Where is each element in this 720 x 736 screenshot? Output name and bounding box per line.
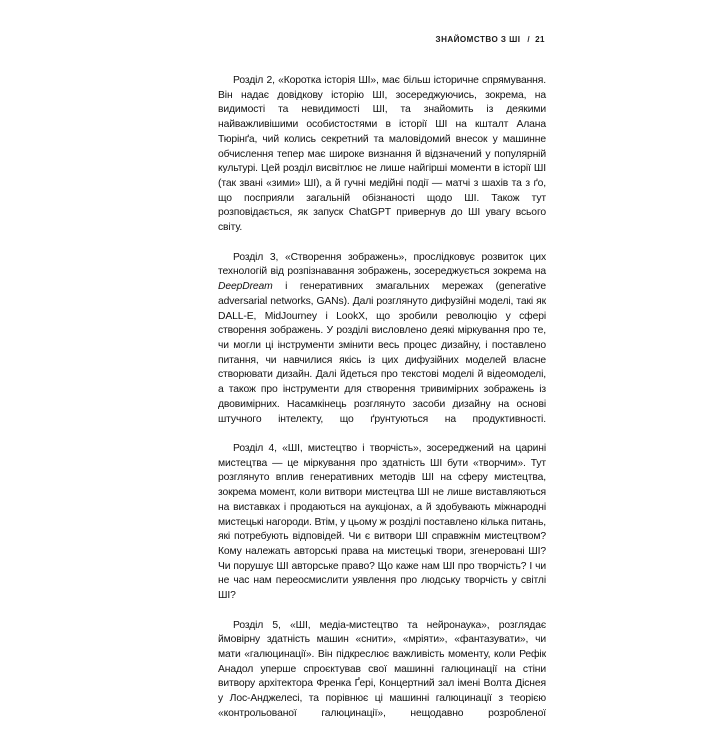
running-head — [218, 35, 545, 44]
paragraph-chapter-2 — [218, 74, 546, 251]
running-head-title: ЗНАЙОМСТВО З ШІ — [435, 35, 521, 44]
running-head-separator: / — [527, 35, 531, 44]
page-number: 21 — [535, 35, 545, 44]
paragraph-chapter-5 — [218, 619, 546, 736]
body-text-block — [218, 74, 546, 736]
paragraph-chapter-3 — [218, 251, 546, 442]
paragraph-text-part-2: і генеративних змагальних мережах (generative adversarial networks, GANs). Далі розглянуто дифузійні моделі, такі як DALL-E, MidJourney і LookX, що зробили революцію у сфері створення зображень. У розділі висловлено деякі міркування про те, чи могли ці інструменти змінити весь процес дизайну, і поставлено питання, чи навчилися якісь із цих дифузійних моделей власне створювати дизайн. Далі йдеться про текстові моделі й відеомоделі, а також про інструменти для створення тривимірних зображень із двовимірних. Насамкінець розглянуто засоби дизайну на основі штучного інтелекту, що ґрунтуються на продуктивності. — [218, 281, 546, 425]
paragraph-chapter-4 — [218, 442, 546, 619]
italic-term-deepdream: DeepDream — [218, 281, 273, 293]
paragraph-text: Розділ 2, «Коротка історія ШІ», має більш історичне спрямування. Він надає довідкову історію ШІ, зосереджуючись, зокрема, на видимості та невидимості ШІ, та знайомить із деякими найважливішими особистостями в історії ШІ на кшталт Алана Тюрінґа, чий колись секретний та маловідомий внесок у машинне обчислення тепер має широке визнання й відзначений у популярній культурі. Цей розділ висвітлює не лише найгірші моменти в історії ШІ (так звані «зими» ШІ), а й гучні медійні події — матчі з шахів та з ґо, що посприяли загальній обізнаності щодо ШІ. Також тут розповідається, як запуск ChatGPT привернув до ШІ увагу всього світу. — [218, 75, 546, 234]
paragraph-text-part-1: Розділ 3, «Створення зображень», прослідковує розвиток цих технологій від розпізнавання зображень, зосереджується зокрема на — [218, 251, 546, 278]
paragraph-text: Розділ 5, «ШІ, медіа-мистецтво та нейронаука», розглядає ймовірну здатність машин «снити», «мріяти», «фантазувати», чи мати «галюцинації». Він підкреслює важливість моменту, коли Рефік Анадол уперше спроєктував свої машинні галюцинації на стіни витвору архітектора Френка Ґері, Концертний зал імені Волта Діснея у Лос-Анджелесі, та порівнює ці машинні галюцинації з теорією «контрольованої галюцинації», нещодавно розробленої — [218, 619, 546, 719]
paragraph-text: Розділ 4, «ШІ, мистецтво і творчість», зосереджений на царині мистецтва — це міркування про здатність ШІ бути «творчим». Тут розглянуто вплив генеративних методів ШІ на сферу мистецтва, зокрема момент, коли витвори мистецтва ШІ не лише виставляються на виставках і продаються на аукціонах, а й здобувають міжнародні мистецькі нагороди. Втім, у цьому ж розділі поставлено кілька питань, які потребують відповідей. Чи є витвори ШІ справжнім мистецтвом? Кому належать авторські права на мистецькі твори, згенеровані ШІ? Чи порушує ШІ авторське право? Що каже нам ШІ про творчість? І чи не час нам переосмислити уявлення про людську творчість у світлі ШІ? — [218, 442, 546, 602]
